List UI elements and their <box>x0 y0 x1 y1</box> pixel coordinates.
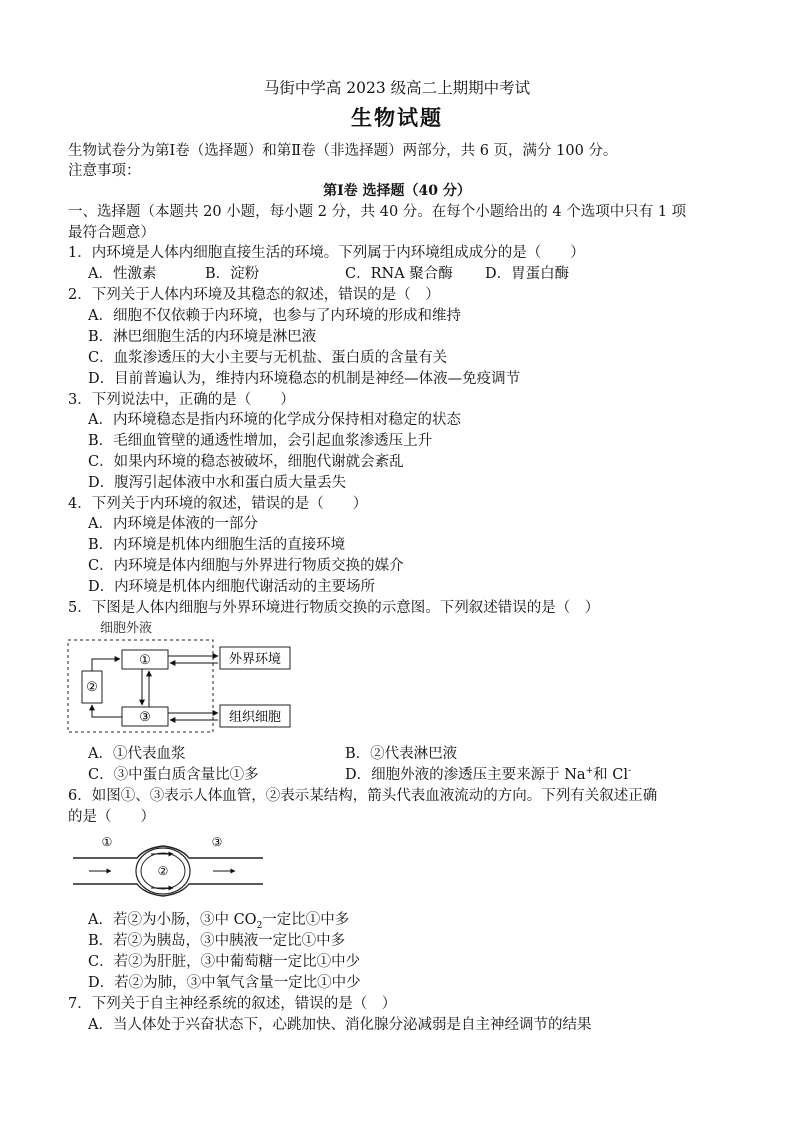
box-1-label: ① <box>139 653 151 668</box>
q1-option-d: D．胃蛋白酶 <box>485 266 570 282</box>
box-3-label: ③ <box>139 710 151 725</box>
q4-option-b: B．内环境是机体内细胞生活的直接环境 <box>88 537 346 553</box>
q5-option-a: A．①代表血浆 <box>88 746 186 762</box>
section-intro-line-2: 最符合题意） <box>68 225 155 241</box>
extracellular-fluid-label: 细胞外液 <box>100 621 153 636</box>
q1-option-a: A．性激素 <box>88 266 157 282</box>
q1-stem: 1．内环境是人体内细胞直接生活的环境。下列属于内环境组成成分的是（ ） <box>68 245 585 261</box>
q2-option-b: B．淋巴细胞生活的内环境是淋巴液 <box>88 329 317 345</box>
q6-option-b: B．若②为胰岛，③中胰液一定比①中多 <box>88 933 346 949</box>
q1-option-c: C．RNA 聚合酶 <box>345 266 453 282</box>
q5-stem: 5．下图是人体内细胞与外界环境进行物质交换的示意图。下列叙述错误的是（ ） <box>68 600 600 616</box>
vessel-3-label: ③ <box>211 835 223 849</box>
intro-text: 生物试卷分为第Ⅰ卷（选择题）和第Ⅱ卷（非选择题）两部分，共 6 页，满分 100 分。 <box>68 143 618 159</box>
q4-option-c: C．内环境是体内细胞与外界进行物质交换的媒介 <box>88 558 404 574</box>
structure-2-label: ② <box>157 864 169 878</box>
q5-option-d: D．细胞外液的渗透压主要来源于 Na+和 Cl- <box>345 766 632 783</box>
q6-stem-line-1: 6．如图①、③表示人体血管，②表示某结构，箭头代表血液流动的方向。下列有关叙述正确 <box>68 788 658 804</box>
section-title: 第Ⅰ卷 选择题（40 分） <box>323 183 471 199</box>
q4-option-a: A．内环境是体液的一部分 <box>88 516 258 532</box>
q6-option-c: C．若②为肝脏，③中葡萄糖一定比①中少 <box>88 954 361 970</box>
q5-diagram <box>60 615 310 740</box>
q1-option-b: B．淀粉 <box>205 266 260 282</box>
q6-option-d: D．若②为肺，③中氧气含量一定比①中少 <box>88 975 361 991</box>
tissue-cell-label: 组织细胞 <box>228 710 282 725</box>
q2-option-c: C．血浆渗透压的大小主要与无机盐、蛋白质的含量有关 <box>88 350 448 366</box>
q6-diagram <box>65 830 275 905</box>
box-2-label: ② <box>86 680 98 695</box>
q2-stem: 2．下列关于人体内环境及其稳态的叙述，错误的是（ ） <box>68 287 440 303</box>
q6-option-a: A．若②为小肠，③中 $CO_2$一定比①中多 <box>88 912 350 931</box>
notice-label: 注意事项： <box>68 163 141 179</box>
q4-option-d: D．内环境是机体内细胞代谢活动的主要场所 <box>88 579 376 595</box>
q3-option-a: A．内环境稳态是指内环境的化学成分保持相对稳定的状态 <box>88 412 461 428</box>
q3-stem: 3．下列说法中，正确的是（ ） <box>68 392 295 408</box>
q5-option-b: B．②代表淋巴液 <box>345 746 458 762</box>
q5-option-c: C．③中蛋白质含量比①多 <box>88 767 259 783</box>
arrow-3-to-2 <box>92 705 122 717</box>
q2-option-a: A．细胞不仅依赖于内环境，也参与了内环境的形成和维持 <box>88 308 461 324</box>
q3-option-c: C．如果内环境的稳态被破坏，细胞代谢就会紊乱 <box>88 454 404 470</box>
q2-option-d: D．目前普遍认为，维持内环境稳态的机制是神经—体液—免疫调节 <box>88 371 521 387</box>
q3-option-b: B．毛细血管壁的通透性增加，会引起血浆渗透压上升 <box>88 433 433 449</box>
q7-stem: 7．下列关于自主神经系统的叙述，错误的是（ ） <box>68 996 397 1012</box>
arrow-2-to-1 <box>92 659 120 671</box>
q6-stem-line-2: 的是（ ） <box>68 809 155 825</box>
q7-option-a: A．当人体处于兴奋状态下，心跳加快、消化腺分泌减弱是自主神经调节的结果 <box>88 1017 592 1033</box>
q4-stem: 4．下列关于内环境的叙述，错误的是（ ） <box>68 496 368 512</box>
school-heading: 马街中学高 2023 级高二上期期中考试 <box>263 79 531 97</box>
vessel-1-label: ① <box>101 835 113 849</box>
q3-option-d: D．腹泻引起体液中水和蛋白质大量丢失 <box>88 475 347 491</box>
page-title: 生物试题 <box>351 105 443 130</box>
section-intro-line-1: 一、选择题（本题共 20 小题，每小题 2 分，共 40 分。在每个小题给出的 4 个选项中只有 1 项 <box>68 204 687 220</box>
external-environment-label: 外界环境 <box>228 652 282 667</box>
